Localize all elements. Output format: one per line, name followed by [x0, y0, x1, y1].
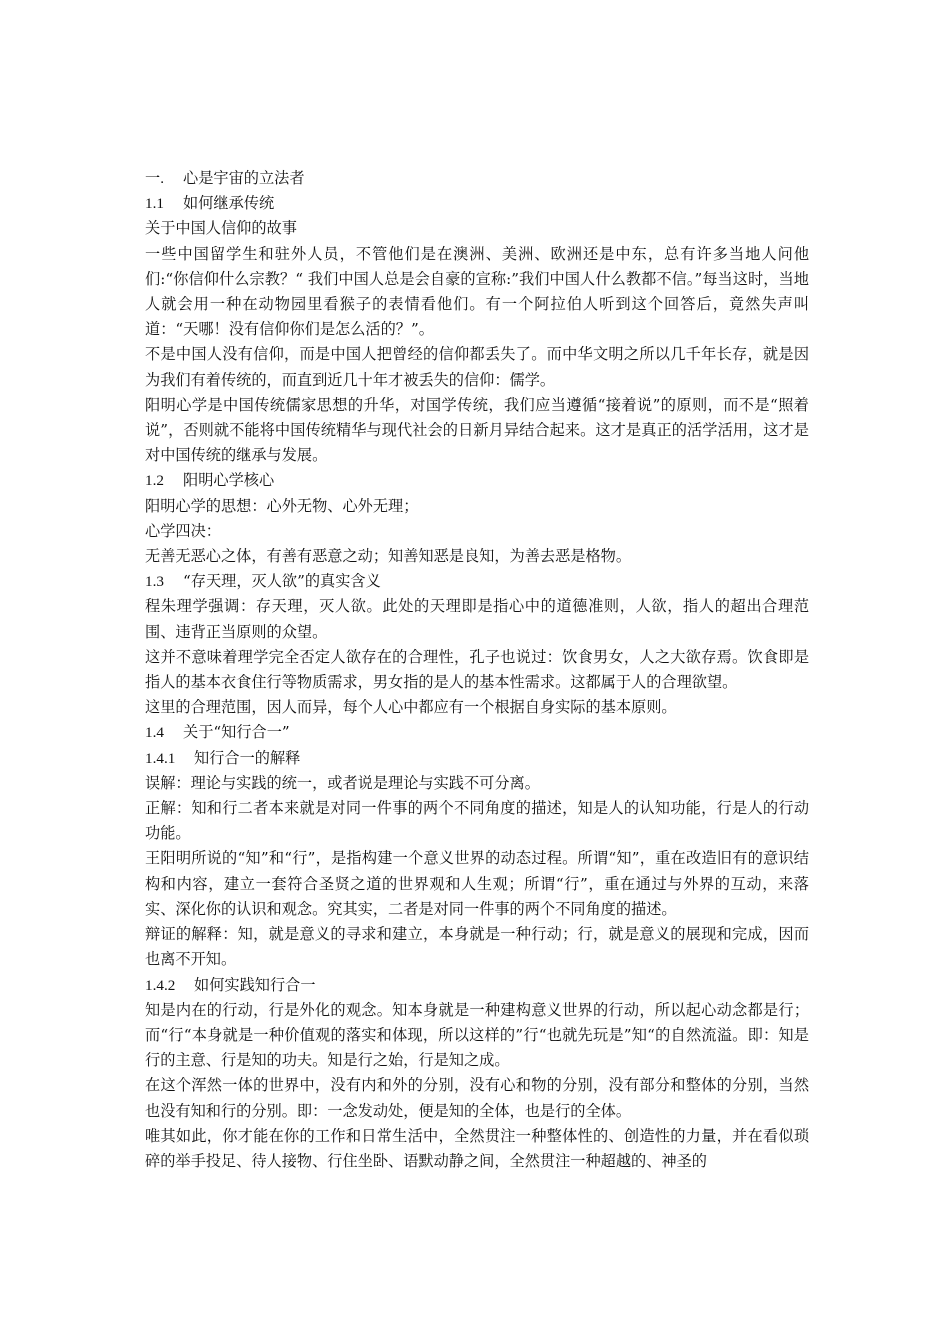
section-number: 1.3	[145, 573, 164, 591]
section-title: 关于“知行合一”	[183, 723, 290, 742]
body-paragraph: 阳明心学的思想：心外无物、心外无理；	[145, 496, 419, 515]
body-paragraph: 这并不意味着理学完全否定人欲存在的合理性，孔子也说过：饮食男女，人之大欲存焉。饮食即是指人的基本衣食住行等物质需求，男女指的是人的基本性需求。这都属于人的合理欲望。	[145, 647, 809, 692]
body-paragraph: 关于中国人信仰的故事	[145, 219, 297, 238]
section-title: 如何实践知行合一	[194, 975, 316, 994]
section-heading	[145, 569, 809, 594]
body-paragraph: 阳明心学是中国传统儒家思想的升华，对国学传统，我们应当遵循“接着说”的原则，而不是“照着说”，否则就不能将中国传统精华与现代社会的日新月异结合起来。这才是真正的活学活用，这才是对中国传统的继承与发展。	[145, 395, 809, 465]
section-title: 如何继承传统	[183, 194, 275, 213]
section-heading	[145, 468, 809, 493]
body-paragraph: 知是内在的行动，行是外化的观念。知本身就是一种建构意义世界的行动，所以起心动念都是行；而“行“本身就是一种价值观的落实和体现，所以这样的”行“也就先玩是”知“的自然流溢。即：知是行的主意、行是知的功夫。知是行之始，行是知之成。	[145, 1000, 809, 1070]
body-paragraph: 无善无恶心之体，有善有恶意之动；知善知恶是良知，为善去恶是格物。	[145, 547, 631, 566]
body-paragraph: 王阳明所说的“知”和“行”，是指构建一个意义世界的动态过程。所谓“知”，重在改造旧有的意识结构和内容，建立一套符合圣贤之道的世界观和人生观；所谓“行”，重在通过与外界的互动，来落实、深化你的认识和观念。究其实，二者是对同一件事的两个不同角度的描述。	[145, 849, 809, 918]
section-number: 1.4	[145, 724, 164, 742]
body-paragraph: 程朱理学强调：存天理，灭人欲。此处的天理即是指心中的道德准则，人欲，指人的超出合理范围、违背正当原则的众望。	[145, 597, 809, 641]
section-title: 知行合一的解释	[194, 748, 301, 767]
section-number: 1.4.1	[145, 749, 176, 767]
section-title: “存天理，灭人欲”的真实含义	[183, 572, 381, 591]
section-title: 阳明心学核心	[183, 471, 275, 490]
section-number: 1.4.2	[145, 976, 176, 994]
section-heading	[145, 166, 809, 191]
section-heading	[145, 720, 809, 745]
body-paragraph: 不是中国人没有信仰，而是中国人把曾经的信仰都丢失了。而中华文明之所以几千年长存，就是因为我们有着传统的，而直到近几十年才被丢失的信仰：儒学。	[145, 345, 809, 389]
section-title: 心是宇宙的立法者	[183, 169, 305, 187]
body-paragraph: 唯其如此，你才能在你的工作和日常生活中，全然贯注一种整体性的、创造性的力量，并在看似琐碎的举手投足、待人接物、行住坐卧、语默动静之间，全然贯注一种超越的、神圣的	[145, 1126, 809, 1170]
section-number: 1.2	[145, 472, 164, 490]
section-heading	[145, 746, 809, 771]
section-heading	[145, 973, 809, 998]
section-number: 1.1	[145, 195, 164, 213]
body-paragraph: 在这个浑然一体的世界中，没有内和外的分别，没有心和物的分别，没有部分和整体的分别，当然也没有知和行的分别。即：一念发动处，便是知的全体，也是行的全体。	[145, 1076, 809, 1120]
body-paragraph: 一些中国留学生和驻外人员，不管他们是在澳洲、美洲、欧洲还是中东，总有许多当地人问他们:“你信仰什么宗教？“ 我们中国人总是会自豪的宣称:”我们中国人什么教都不信。”每当这时，当地人就会用一种在动物园里看猴子的表情看他们。有一个阿拉伯人听到这个回答后，竟然失声叫道：“天哪！没有信仰你们是怎么活的？”。	[145, 244, 809, 339]
section-heading	[145, 191, 809, 216]
body-paragraph: 正解：知和行二者本来就是对同一件事的两个不同角度的描述，知是人的认知功能，行是人的行动功能。	[145, 799, 809, 843]
body-paragraph: 误解：理论与实践的统一，或者说是理论与实践不可分离。	[145, 773, 540, 792]
body-paragraph: 这里的合理范围，因人而异，每个人心中都应有一个根据自身实际的基本原则。	[145, 698, 677, 717]
document-page	[145, 166, 809, 1174]
body-paragraph: 辩证的解释：知，就是意义的寻求和建立，本身就是一种行动；行，就是意义的展现和完成，因而也离不开知。	[145, 925, 809, 969]
body-paragraph: 心学四决：	[145, 521, 221, 540]
section-number: 一.	[145, 170, 164, 187]
